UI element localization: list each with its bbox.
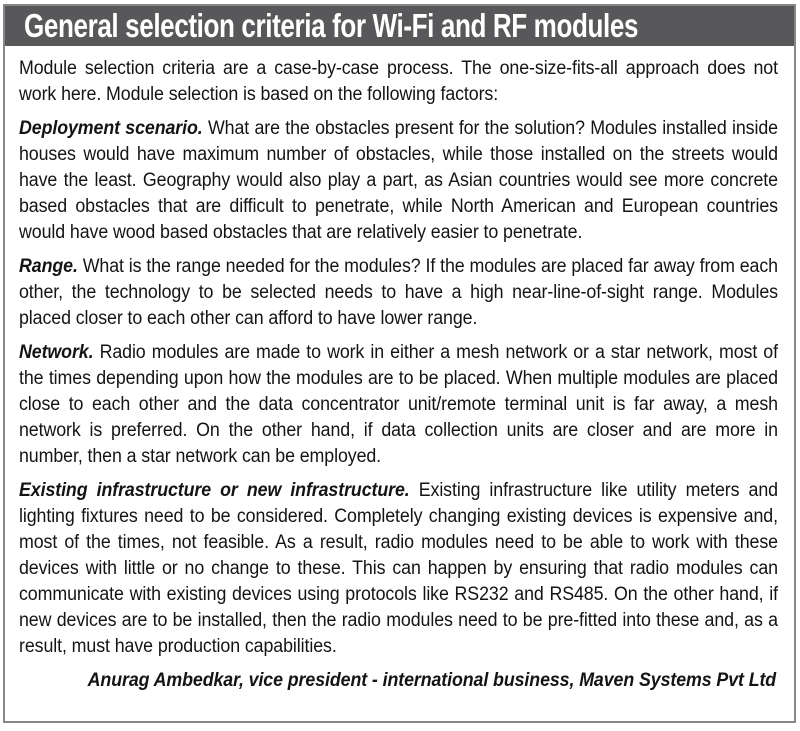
section-lead-network: Network. (19, 342, 94, 363)
section-lead-deployment: Deployment scenario. (19, 118, 203, 139)
title-bar (5, 6, 794, 46)
attribution (19, 668, 778, 694)
section-text-network: Radio modules are made to work in either a mesh network or a star network, most of the times depending upon how the modules are to be placed. When multiple modules are placed close to each other and the data concentrator unit/remote terminal unit is far away, a mesh network is preferred. On the other hand, if data collection units are closer and are more in number, then a star network can be employed. (19, 342, 778, 467)
section-paragraph-network (19, 340, 778, 470)
page-title: General selection criteria for Wi-Fi and RF modules (23, 7, 639, 44)
article-body (5, 46, 794, 694)
attribution-text: Anurag Ambedkar, vice president - international business, Maven Systems Pvt Ltd (87, 670, 777, 691)
section-text-deployment: What are the obstacles present for the solution? Modules installed inside houses would have maximum number of obstacles, while those installed on the streets would have the least. Geography would also play a part, as Asian countries would see more concrete based obstacles that are difficult to penetrate, while North American and European countries would have wood based obstacles that are relatively easier to penetrate. (19, 118, 778, 243)
section-lead-range: Range. (19, 256, 78, 277)
section-text-infrastructure: Existing infrastructure like utility meters and lighting fixtures need to be considered. Completely changing existing devices is expensive and, most of the times, not feasible. As a result, radio modules need to be able to work with these devices with little or no change to these. This can happen by ensuring that radio modules can communicate with existing devices using protocols like RS232 and RS485. On the other hand, if new devices are to be installed, then the radio modules need to be pre-fitted into these and, as a result, must have production capabilities. (19, 480, 778, 657)
article-text-column (19, 56, 778, 694)
section-lead-infrastructure: Existing infrastructure or new infrastructure. (19, 480, 410, 501)
section-paragraph-range (19, 254, 778, 332)
section-text-range: What is the range needed for the modules? If the modules are placed far away from each other, the technology to be selected needs to have a high near-line-of-sight range. Modules placed closer to each other can afford to have lower range. (19, 256, 778, 329)
section-paragraph-infrastructure (19, 478, 778, 660)
intro-text: Module selection criteria are a case-by-case process. The one-size-fits-all approach does not work here. Module selection is based on the following factors: (19, 58, 778, 105)
article-box (3, 4, 796, 723)
section-paragraph-deployment (19, 116, 778, 246)
intro-paragraph (19, 56, 778, 108)
